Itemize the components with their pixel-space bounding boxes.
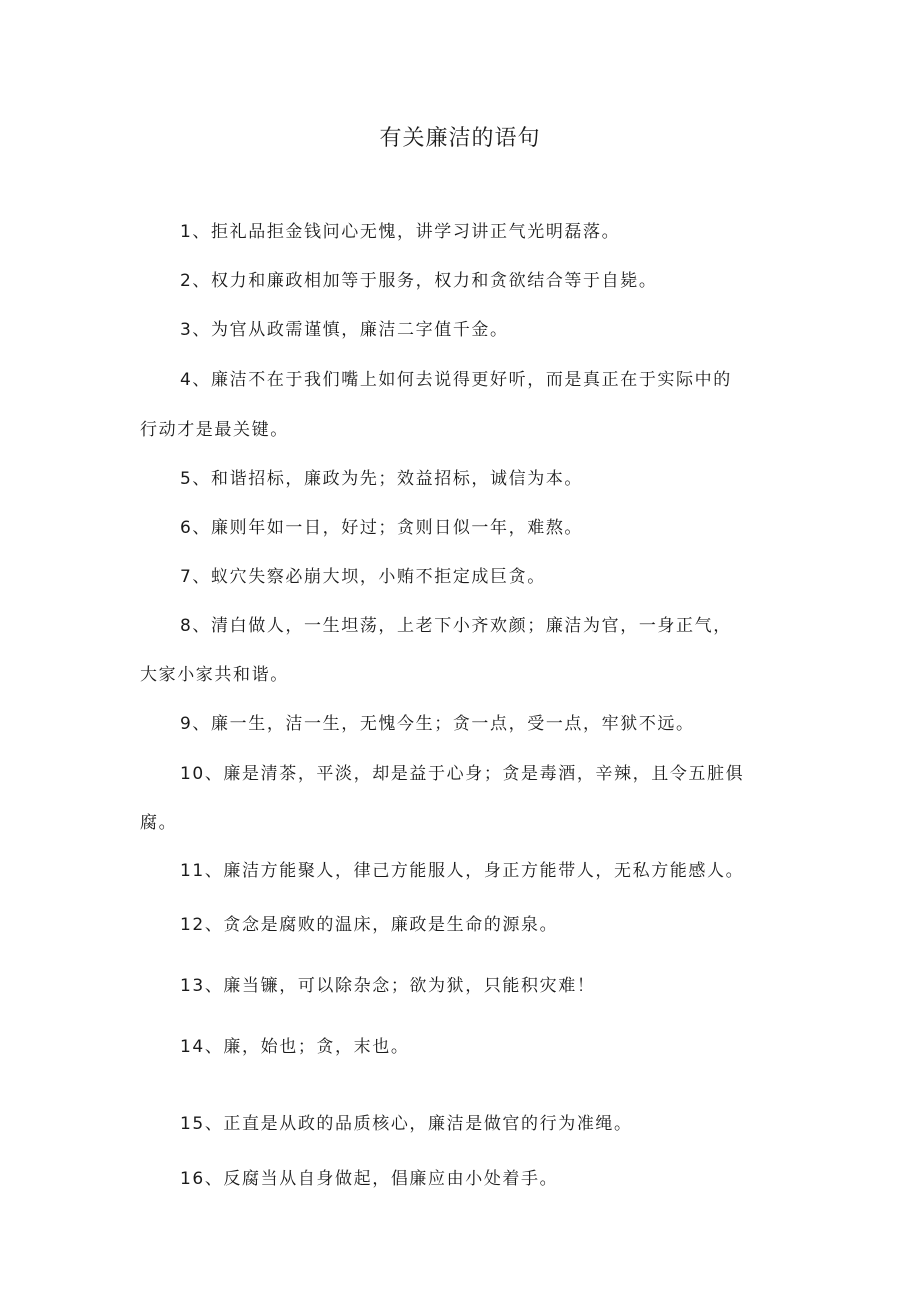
quote-line-1: 1、拒礼品拒金钱问心无愧，讲学习讲正气光明磊落。 — [180, 222, 621, 242]
quote-line-6: 6、廉则年如一日，好过；贪则日似一年，难熬。 — [180, 518, 584, 538]
quote-line-4: 4、廉洁不在于我们嘴上如何去说得更好听，而是真正在于实际中的 — [180, 370, 732, 390]
page-title: 有关廉洁的语句 — [379, 126, 541, 151]
quote-line-3: 3、为官从政需谨慎，廉洁二字值千金。 — [180, 320, 509, 340]
quote-line-4-cont: 行动才是最关键。 — [140, 420, 289, 440]
quote-line-2: 2、权力和廉政相加等于服务，权力和贪欲结合等于自毙。 — [180, 271, 658, 291]
quote-line-11: 11、廉洁方能聚人，律己方能服人，身正方能带人，无私方能感人。 — [180, 861, 745, 881]
quote-line-14: 14、廉，始也；贪，末也。 — [180, 1037, 410, 1057]
quote-line-10-cont: 腐。 — [140, 813, 178, 833]
quote-line-9: 9、廉一生，洁一生，无愧今生；贪一点，受一点，牢狱不远。 — [180, 714, 695, 734]
quote-line-13: 13、廉当镰，可以除杂念；欲为狱，只能积灾难！ — [180, 976, 596, 996]
quote-line-15: 15、正直是从政的品质核心，廉洁是做官的行为准绳。 — [180, 1114, 633, 1134]
quote-line-7: 7、蚁穴失察必崩大坝，小贿不拒定成巨贪。 — [180, 567, 546, 587]
quote-line-8-cont: 大家小家共和谐。 — [140, 665, 289, 685]
quote-line-10: 10、廉是清茶，平淡，却是益于心身；贪是毒酒，辛辣，且令五脏俱 — [180, 764, 745, 784]
quote-line-12: 12、贪念是腐败的温床，廉政是生命的源泉。 — [180, 915, 559, 935]
quote-line-16: 16、反腐当从自身做起，倡廉应由小处着手。 — [180, 1169, 559, 1189]
quote-line-8: 8、清白做人，一生坦荡，上老下小齐欢颜；廉洁为官，一身正气， — [180, 616, 732, 636]
quote-line-5: 5、和谐招标，廉政为先；效益招标，诚信为本。 — [180, 469, 584, 489]
